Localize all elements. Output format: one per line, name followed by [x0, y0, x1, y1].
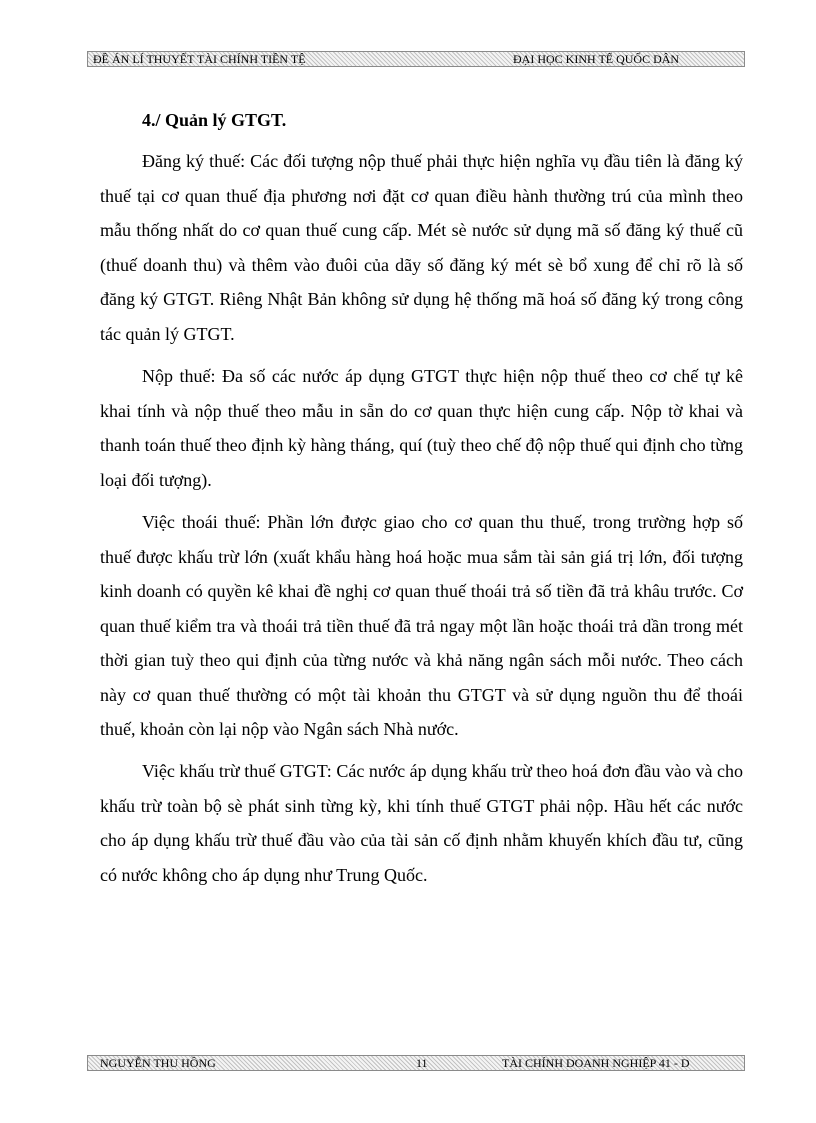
paragraph-tax-registration: Đăng ký thuế: Các đối tượng nộp thuế phải thực hiện nghĩa vụ đầu tiên là đăng ký thuế tại cơ quan thuế địa phương nơi đặt cơ quan điều hành thường trú của mình theo mẫu thống nhất do cơ quan thuế cung cấp. Mét sè nước sử dụng mã số đăng ký thuế cũ (thuế doanh thu) và thêm vào đuôi của dãy số đăng ký mét sè bổ xung để chỉ rõ là số đăng ký GTGT. Riêng Nhật Bản không sử dụng hệ thống mã hoá số đăng ký trong công tác quản lý GTGT.	[100, 151, 743, 344]
page-header	[87, 51, 745, 67]
section-heading: 4./ Quản lý GTGT.	[142, 110, 287, 130]
header-document-title: ĐỀ ÁN LÍ THUYẾT TÀI CHÍNH TIỀN TỆ	[93, 52, 306, 66]
paragraph-tax-payment: Nộp thuế: Đa số các nước áp dụng GTGT thực hiện nộp thuế theo cơ chế tự kê khai tính và nộp thuế theo mẫu in sẵn do cơ quan thực hiện cung cấp. Nộp tờ khai và thanh toán thuế theo định kỳ hàng tháng, quí (tuỳ theo chế độ nộp thuế qui định cho từng loại đối tượng).	[100, 366, 743, 490]
header-university: ĐẠI HỌC KINH TẾ QUỐC DÂN	[513, 52, 680, 66]
footer-class: TÀI CHÍNH DOANH NGHIỆP 41 - D	[502, 1056, 690, 1070]
page-number: 11	[416, 1056, 428, 1070]
paragraph-tax-deduction: Việc khấu trừ thuế GTGT: Các nước áp dụng khấu trừ theo hoá đơn đầu vào và cho khấu trừ toàn bộ sè phát sinh từng kỳ, khi tính thuế GTGT phải nộp. Hầu hết các nước cho áp dụng khấu trừ thuế đầu vào của tài sản cố định nhằm khuyến khích đầu tư, cũng có nước không cho áp dụng như Trung Quốc.	[100, 761, 743, 885]
page-footer	[87, 1055, 745, 1071]
paragraph-tax-refund: Việc thoái thuế: Phần lớn được giao cho cơ quan thu thuế, trong trường hợp số thuế được khấu trừ lớn (xuất khẩu hàng hoá hoặc mua sắm tài sản giá trị lớn, đối tượng kinh doanh có quyền kê khai đề nghị cơ quan thuế thoái trả số tiền đã trả khâu trước. Cơ quan thuế kiểm tra và thoái trả tiền thuế đã trả ngay một lần hoặc thoái trả dần trong mét thời gian tuỳ theo qui định của từng nước và khả năng ngân sách mỗi nước. Theo cách này cơ quan thuế thường có một tài khoản thu GTGT và sử dụng nguồn thu để thoái thuế, khoản còn lại nộp vào Ngân sách Nhà nước.	[100, 512, 743, 739]
footer-author: NGUYỄN THU HỒNG	[100, 1056, 216, 1070]
